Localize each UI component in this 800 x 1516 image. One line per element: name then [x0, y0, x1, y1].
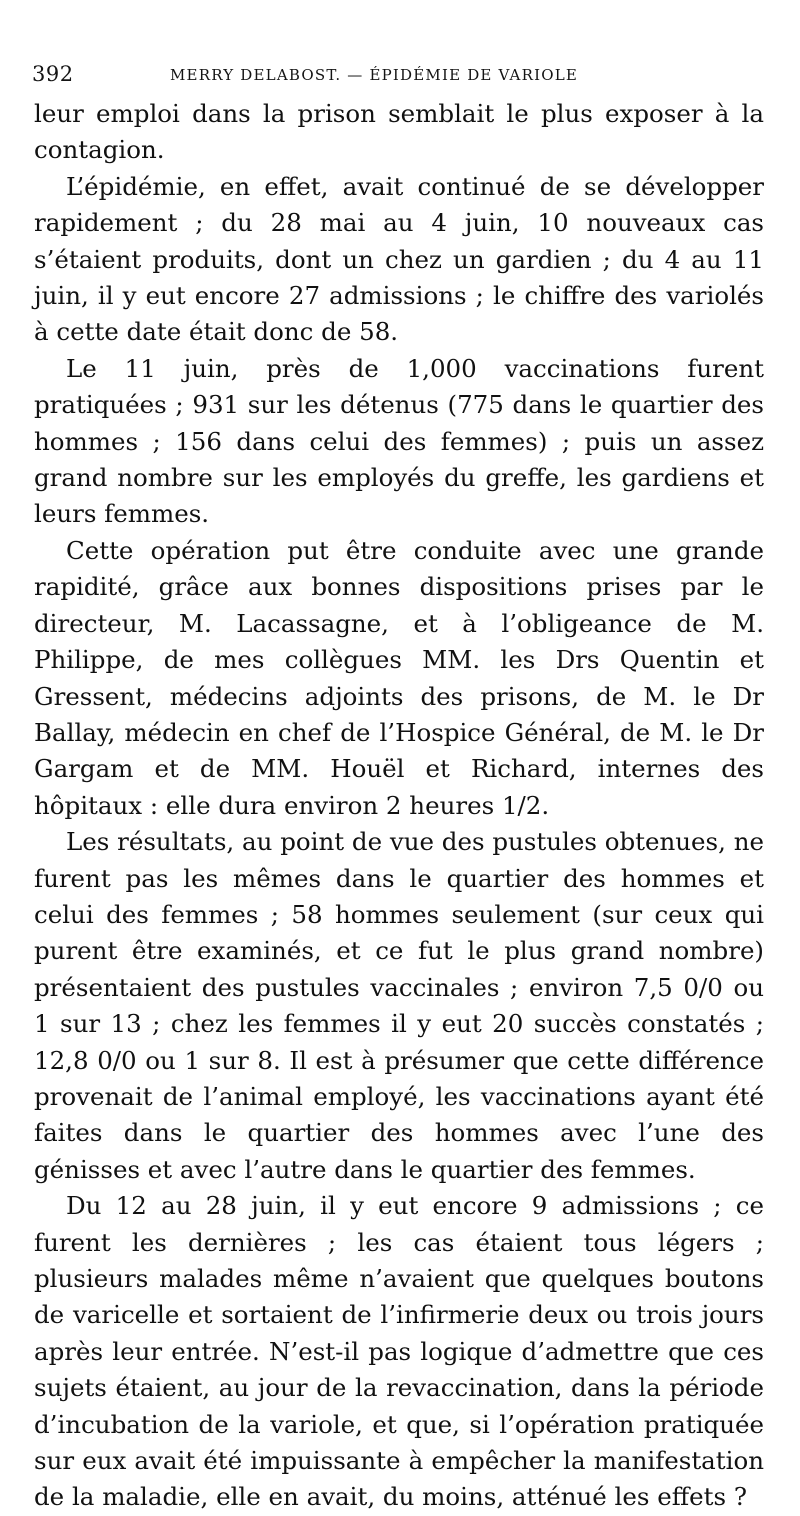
- paragraph-results: Les résultats, au point de vue des pustules obtenues, ne furent pas les mêmes dans le quartier des hommes et celui des femmes ; 58 hommes seulement (sur ceux qui purent être examinés, et ce fut le plus grand nombre) présentaient des pustules vaccinales ; environ 7,5 0/0 ou 1 sur 13 ; chez les femmes il y eut 20 succès constatés ; 12,8 0/0 ou 1 sur 8. Il est à présumer que cette différence provenait de l’animal employé, les vaccinations ayant été faites dans le quartier des hommes avec l’une des génisses et avec l’autre dans le quartier des femmes.: [34, 827, 764, 1184]
- running-header: [32, 60, 762, 86]
- paragraph-epidemic-progress: L’épidémie, en effet, avait continué de se développer rapidement ; du 28 mai au 4 juin, 10 nouveaux cas s’étaient produits, dont un chez un gardien ; du 4 au 11 juin, il y eut encore 27 admissions ; le chiffre des variolés à cette date était donc de 58.: [34, 171, 764, 347]
- page-number: 392: [32, 62, 74, 86]
- body-text: [34, 96, 764, 1516]
- paragraph-final-admissions: Du 12 au 28 juin, il y eut encore 9 admissions ; ce furent les dernières ; les cas étaient tous légers ; plusieurs malades même n’avaient que quelques boutons de varicelle et sortaient de l’infirmerie deux ou trois jours après leur entrée. N’est-il pas logique d’admettre que ces sujets étaient, au jour de la revaccination, dans la période d’incubation de la variole, et que, si l’opération pratiquée sur eux avait été impuissante à empêcher la manifestation de la maladie, elle en avait, du moins, atténué les effets ?: [34, 1191, 764, 1512]
- paragraph-operation: Cette opération put être conduite avec une grande rapidité, grâce aux bonnes dispositions prises par le directeur, M. Lacassagne, et à l’obligeance de M. Philippe, de mes collègues MM. les Drs Quentin et Gressent, médecins adjoints des prisons, de M. le Dr Ballay, médecin en chef de l’Hospice Général, de M. le Dr Gargam et de MM. Houël et Richard, internes des hôpitaux : elle dura environ 2 heures 1/2.: [34, 535, 764, 820]
- paragraph-continuation: leur emploi dans la prison semblait le plus exposer à la contagion.: [34, 99, 764, 165]
- running-title: MERRY DELABOST. — ÉPIDÉMIE DE VARIOLE: [170, 66, 579, 84]
- paragraph-vaccinations: Le 11 juin, près de 1,000 vaccinations furent pratiquées ; 931 sur les détenus (775 dans le quartier des hommes ; 156 dans celui des femmes) ; puis un assez grand nombre sur les employés du greffe, les gardiens et leurs femmes.: [34, 353, 764, 529]
